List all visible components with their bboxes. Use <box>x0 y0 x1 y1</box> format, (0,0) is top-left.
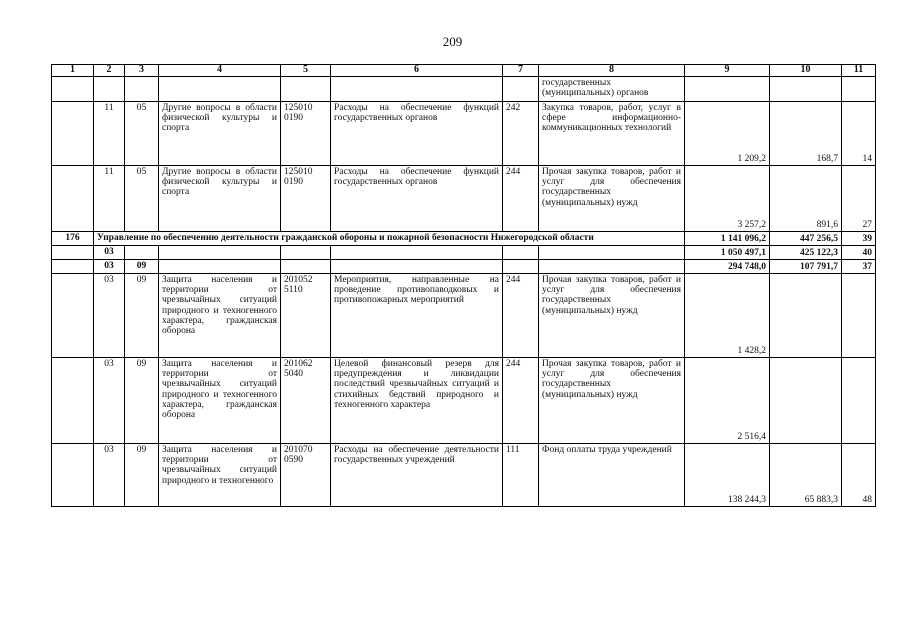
column-number: 8 <box>539 65 685 77</box>
section-code: 03 <box>94 358 125 444</box>
expense-code: 244 <box>503 166 539 232</box>
amount-planned: 138 244,3 <box>685 444 770 507</box>
amount-planned: 1 209,2 <box>685 102 770 166</box>
target-article-name: Расходы на обеспечение функций государственных органов <box>331 102 503 166</box>
section-code: 03 <box>94 246 125 260</box>
column-number: 7 <box>503 65 539 77</box>
subsection-code: 09 <box>125 260 159 274</box>
department-row <box>52 232 876 246</box>
subsection-name: Защита населения и территории от чрезвычайных ситуаций природного и техногенного <box>159 444 281 507</box>
expense-code: 242 <box>503 102 539 166</box>
column-number: 3 <box>125 65 159 77</box>
amount-planned: 3 257,2 <box>685 166 770 232</box>
amount-executed: 891,6 <box>770 166 842 232</box>
amount-executed: 447 256,5 <box>770 232 842 246</box>
column-number: 10 <box>770 65 842 77</box>
percent-executed: 14 <box>842 102 876 166</box>
department-title: Управление по обеспечению деятельности гражданской обороны и пожарной безопасности Нижегородской области <box>94 232 685 246</box>
subsection-name: Другие вопросы в области физической культуры и спорта <box>159 102 281 166</box>
subsection-code: 09 <box>125 274 159 358</box>
subsection-code: 09 <box>125 444 159 507</box>
table-row <box>52 77 876 102</box>
subsection-name: Защита населения и территории от чрезвычайных ситуаций природного и техногенного характера, гражданская оборона <box>159 274 281 358</box>
expense-code: 244 <box>503 358 539 444</box>
subsection-code: 05 <box>125 102 159 166</box>
table-row <box>52 444 876 507</box>
column-number: 1 <box>52 65 94 77</box>
amount-executed: 425 122,3 <box>770 246 842 260</box>
amount-planned: 1 428,2 <box>685 274 770 358</box>
amount-planned: 1 050 497,1 <box>685 246 770 260</box>
section-code: 03 <box>94 274 125 358</box>
expense-type: Прочая закупка товаров, работ и услуг для обеспечения государственных (муниципальных) нужд <box>539 358 685 444</box>
amount-planned: 1 141 096,2 <box>685 232 770 246</box>
subsection-code: 05 <box>125 166 159 232</box>
table-row <box>52 102 876 166</box>
subsection-code: 09 <box>125 358 159 444</box>
subsection-total-row <box>52 260 876 274</box>
amount-executed: 107 791,7 <box>770 260 842 274</box>
amount-executed <box>770 358 842 444</box>
expense-type: государственных (муниципальных) органов <box>539 77 685 102</box>
column-number: 11 <box>842 65 876 77</box>
budget-table <box>51 64 876 507</box>
expense-code: 111 <box>503 444 539 507</box>
table-row <box>52 358 876 444</box>
percent-executed: 39 <box>842 232 876 246</box>
subsection-name: Защита населения и территории от чрезвычайных ситуаций природного и техногенного характера, гражданская оборона <box>159 358 281 444</box>
target-article: 201052 5110 <box>281 274 331 358</box>
column-number-row <box>52 65 876 77</box>
target-article-name: Расходы на обеспечение функций государственных органов <box>331 166 503 232</box>
amount-planned: 2 516,4 <box>685 358 770 444</box>
percent-executed: 40 <box>842 246 876 260</box>
column-number: 4 <box>159 65 281 77</box>
column-number: 6 <box>331 65 503 77</box>
section-code: 11 <box>94 102 125 166</box>
percent-executed <box>842 274 876 358</box>
target-article-name: Мероприятия, направленные на проведение противопаводковых и противопожарных мероприятий <box>331 274 503 358</box>
expense-type: Прочая закупка товаров, работ и услуг для обеспечения государственных (муниципальных) нужд <box>539 274 685 358</box>
section-total-row <box>52 246 876 260</box>
target-article: 201062 5040 <box>281 358 331 444</box>
section-code: 03 <box>94 444 125 507</box>
target-article: 125010 0190 <box>281 102 331 166</box>
table-row <box>52 166 876 232</box>
section-code: 03 <box>94 260 125 274</box>
percent-executed: 27 <box>842 166 876 232</box>
target-article: 201070 0590 <box>281 444 331 507</box>
expense-type: Закупка товаров, работ, услуг в сфере информационно-коммуникационных технологий <box>539 102 685 166</box>
amount-executed: 65 883,3 <box>770 444 842 507</box>
target-article-name: Целевой финансовый резерв для предупреждения и ликвидации последствий чрезвычайных ситуаций и стихийных бедствий природного и техногенного характера <box>331 358 503 444</box>
page-number: 209 <box>442 34 463 49</box>
table-row <box>52 274 876 358</box>
column-number: 5 <box>281 65 331 77</box>
percent-executed: 48 <box>842 444 876 507</box>
target-article-name: Расходы на обеспечение деятельности государственных учреждений <box>331 444 503 507</box>
section-code: 11 <box>94 166 125 232</box>
column-number: 9 <box>685 65 770 77</box>
percent-executed <box>842 358 876 444</box>
expense-type: Фонд оплаты труда учреждений <box>539 444 685 507</box>
column-number: 2 <box>94 65 125 77</box>
subsection-name: Другие вопросы в области физической культуры и спорта <box>159 166 281 232</box>
department-number: 176 <box>52 232 94 246</box>
expense-type: Прочая закупка товаров, работ и услуг для обеспечения государственных (муниципальных) нужд <box>539 166 685 232</box>
percent-executed: 37 <box>842 260 876 274</box>
expense-code: 244 <box>503 274 539 358</box>
amount-planned: 294 748,0 <box>685 260 770 274</box>
amount-executed: 168,7 <box>770 102 842 166</box>
amount-executed <box>770 274 842 358</box>
target-article: 125010 0190 <box>281 166 331 232</box>
